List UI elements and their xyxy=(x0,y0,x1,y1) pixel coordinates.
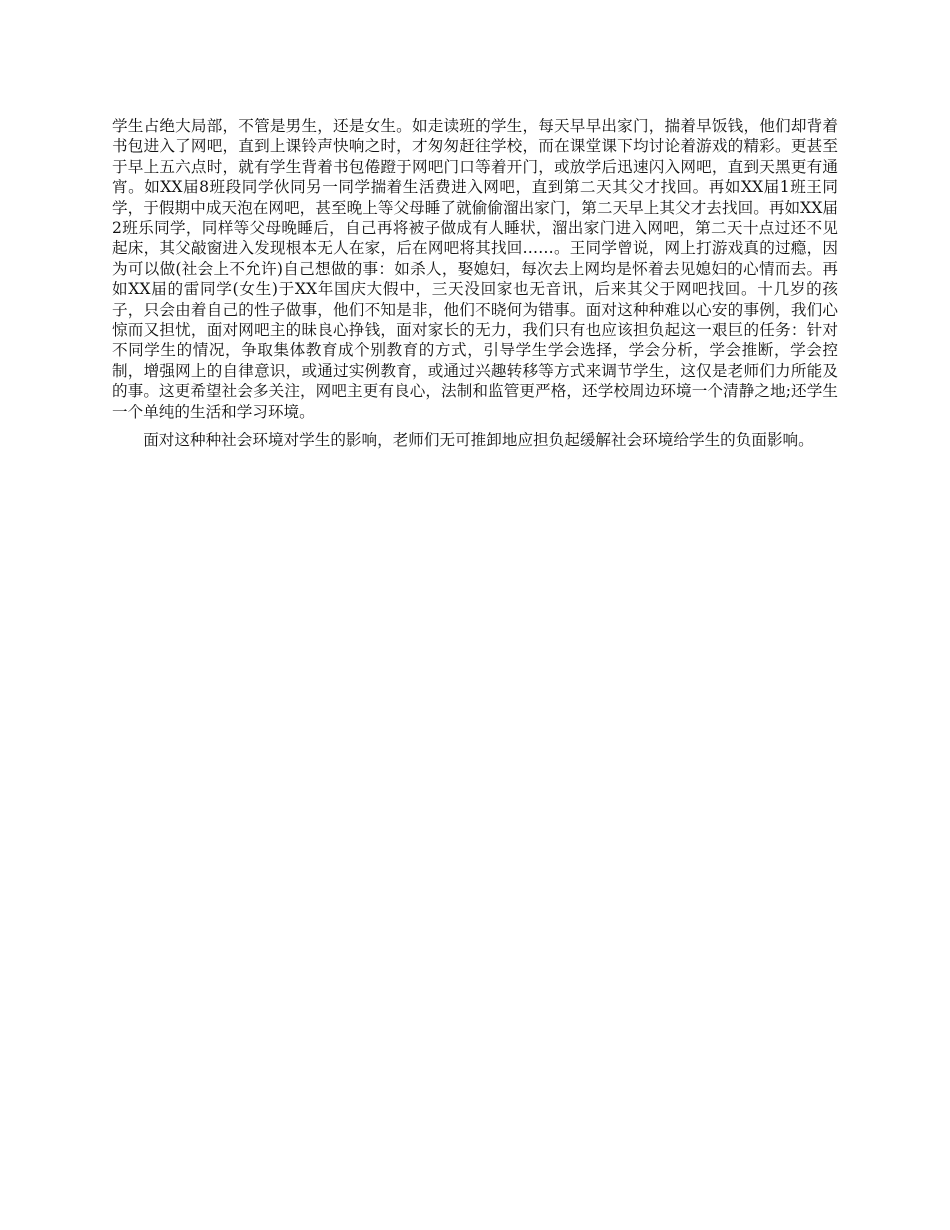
body-paragraph: 学生占绝大局部，不管是男生，还是女生。如走读班的学生，每天早早出家门，揣着早饭钱，他们却背着书包进入了网吧，直到上课铃声快响之时，才匆匆赶往学校，而在课堂课下均讨论着游戏的精彩。更甚至于早上五六点时，就有学生背着书包倦蹬于网吧门口等着开门，或放学后迅速闪入网吧，直到天黑更有通宵。如XX届8班段同学伙同另一同学揣着生活费进入网吧，直到第二天其父才找回。再如XX届1班王同学，于假期中成天泡在网吧，甚至晚上等父母睡了就偷偷溜出家门，第二天早上其父才去找回。再如XX届2班乐同学，同样等父母晚睡后，自己再将被子做成有人睡状，溜出家门进入网吧，第二天十点过还不见起床，其父敲窗进入发现根本无人在家，后在网吧将其找回……。王同学曾说，网上打游戏真的过瘾，因为可以做(社会上不允许)自己想做的事：如杀人，娶媳妇，每次去上网均是怀着去见媳妇的心情而去。再如XX届的雷同学(女生)于XX年国庆大假中，三天没回家也无音讯，后来其父于网吧找回。十几岁的孩子，只会由着自己的性子做事，他们不知是非，他们不晓何为错事。面对这种种难以心安的事例，我们心惊而又担忧，面对网吧主的昧良心挣钱，面对家长的无力，我们只有也应该担负起这一艰巨的任务：针对不同学生的情况，争取集体教育成个别教育的方式，引导学生学会选择，学会分析，学会推断，学会控制，增强网上的自律意识，或通过实例教育，或通过兴趣转移等方式来调节学生，这仅是老师们力所能及的事。这更希望社会多关注，网吧主更有良心，法制和监管更严格，还学校周边环境一个清静之地;还学生一个单纯的生活和学习环境。 xyxy=(112,117,838,421)
body-paragraph: 面对这种种社会环境对学生的影响，老师们无可推卸地应担负起缓解社会环境给学生的负面影响。 xyxy=(143,431,814,450)
document-body xyxy=(112,116,838,451)
